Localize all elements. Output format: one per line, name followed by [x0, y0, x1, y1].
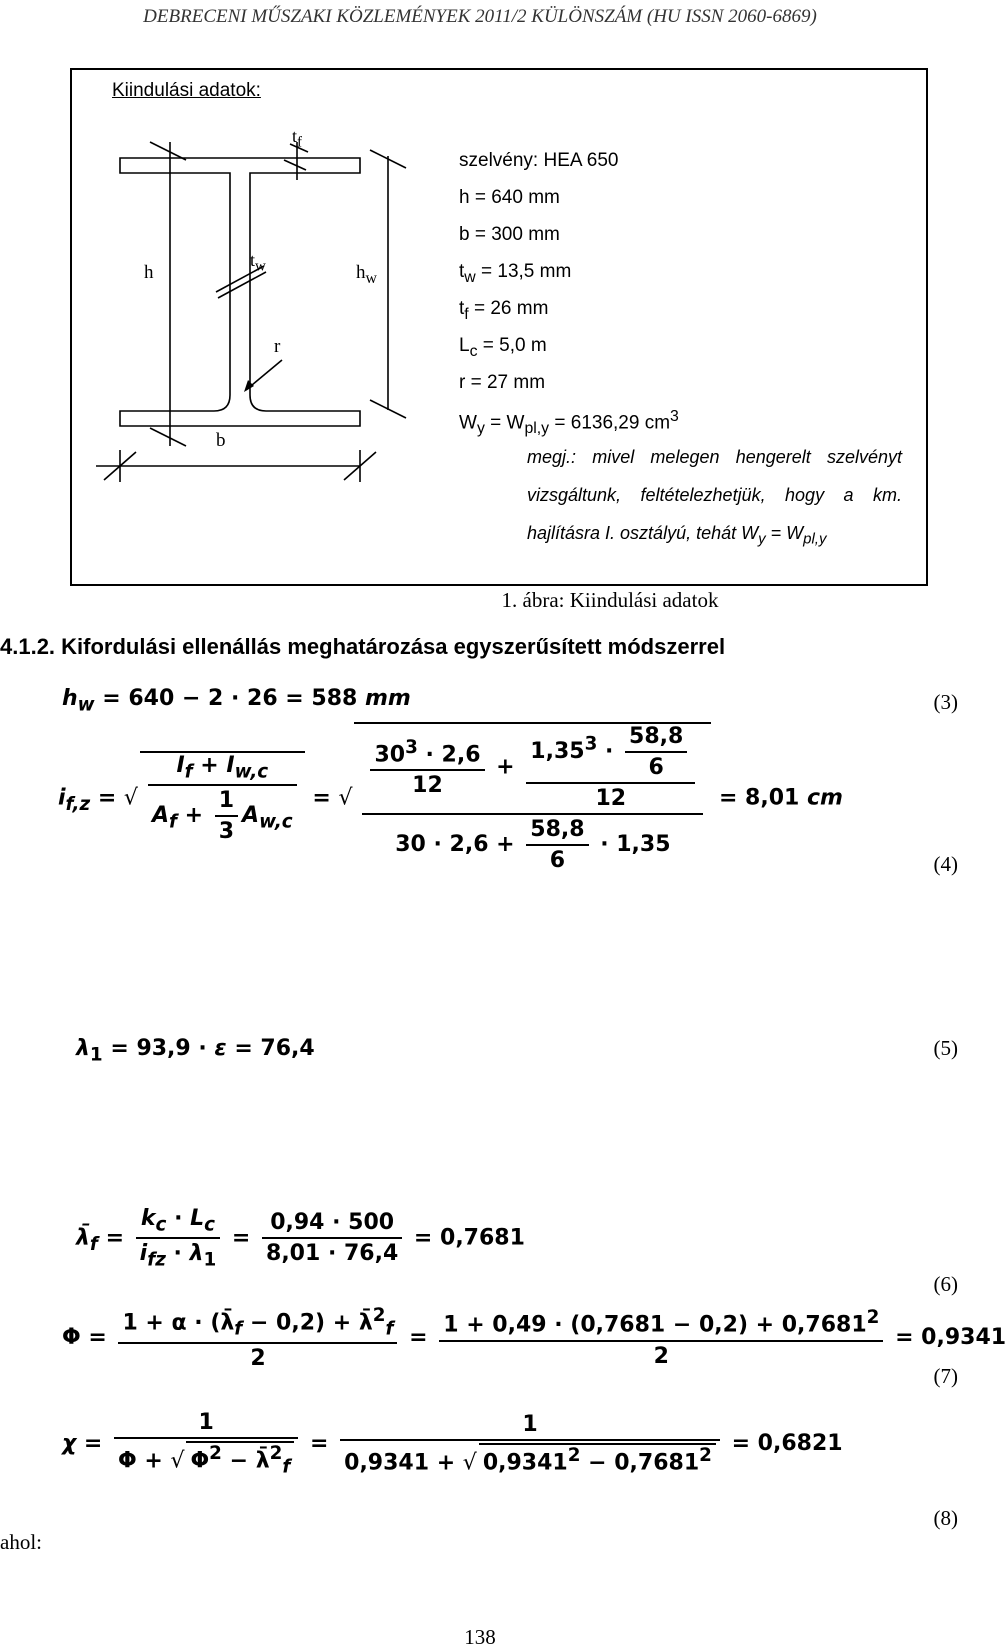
spec-lc: $L_c = 5,0$ m — [459, 335, 547, 360]
r-label: r — [274, 336, 281, 357]
b-label: b — [216, 430, 226, 451]
spec-wy: $W_y = W_{pl,y} = 6136,29$ $cm^3$ — [459, 408, 679, 438]
figure-note: megj.: mivel melegen hengerelt szelvényt vizsgáltunk, feltételezhetjük, hogy a km. hajlításra I. osztályú, tehát $W_y = W_{pl,y}$ — [527, 447, 902, 548]
equation-number-6: (6) — [933, 1272, 958, 1296]
equation-number-5: (5) — [933, 1036, 958, 1060]
spec-tf: $t_f = 26$ mm — [459, 298, 549, 323]
equation-number-3: (3) — [933, 690, 958, 714]
hw-label: $h_w$ — [356, 262, 377, 287]
equation-number-8: (8) — [933, 1506, 958, 1530]
equation-5: $\lambda_1 = 93,9 \cdot \varepsilon = 76,4$ — [76, 1036, 315, 1066]
h-label: h — [144, 262, 154, 283]
journal-header: DEBRECENI MŰSZAKI KÖZLEMÉNYEK 2011/2 KÜLÖNSZÁM (HU ISSN 2060-6869) — [143, 6, 817, 27]
equation-7: Φ = $\frac{1 + \alpha \cdot (\lambdā_f - 0,2) + \lambdā^2_f}{2}$ = $\frac{1 + 0,49 \cdot (0,7681 - 0,2) + 0,7681^2}{2}$ = 0,9341 — [62, 1305, 1006, 1371]
spec-tw: $t_w = 13,5$ mm — [459, 261, 572, 286]
i-beam-outline — [120, 158, 360, 426]
spec-section: szelvény: HEA 650 — [459, 150, 619, 171]
spec-r: r = 27 mm — [459, 372, 546, 393]
tf-label: $t_f$ — [292, 126, 303, 151]
spec-h: h = 640 mm — [459, 187, 560, 208]
figure-title: Kiindulási adatok: — [112, 80, 261, 101]
figure-caption: 1. ábra: Kiindulási adatok — [501, 588, 719, 612]
equation-number-7: (7) — [933, 1364, 958, 1388]
page-number: 138 — [464, 1625, 496, 1649]
equation-3: $h_w = 640 - 2 \cdot 26 = 588$ mm — [62, 686, 411, 716]
ahol-label: ahol: — [0, 1530, 42, 1554]
equation-number-4: (4) — [933, 852, 958, 876]
section-title: 4.1.2. Kifordulási ellenállás meghatározása egyszerűsített módszerrel — [0, 634, 726, 659]
figure-box — [70, 68, 928, 586]
equation-8: χ = $\frac{1}{\Phi + √ \Phi^2 - \lambdā^2_f}$ = $\frac{1}{0,9341 + √ 0,9341^2 - 0,7681^2}$ = 0,6821 — [62, 1410, 843, 1478]
equation-4: $i_{f,z}$ = √ $I_f + I_{w,c}$ $A_f$ + $\frac{1}{3}$ $A_{w,c}$ = √ $\frac{30^3 \cdot 2,6}{12}$ + $1,35^3$ · $\frac{58,8}{6}$ 12 30 · 2,6 + $\frac{58,8}{6}$ · 1,35 = 8,01 cm — [58, 724, 843, 873]
spec-b: b = 300 mm — [459, 224, 560, 245]
equation-6: $\lambdā_f$ = $\frac{k_c \cdot L_c}{i_{fz} \cdot \lambda_1}$ = $\frac{0,94 \cdot 500}{8,01 \cdot 76,4}$ = 0,7681 — [76, 1206, 525, 1271]
tw-label: $t_w$ — [250, 250, 266, 275]
